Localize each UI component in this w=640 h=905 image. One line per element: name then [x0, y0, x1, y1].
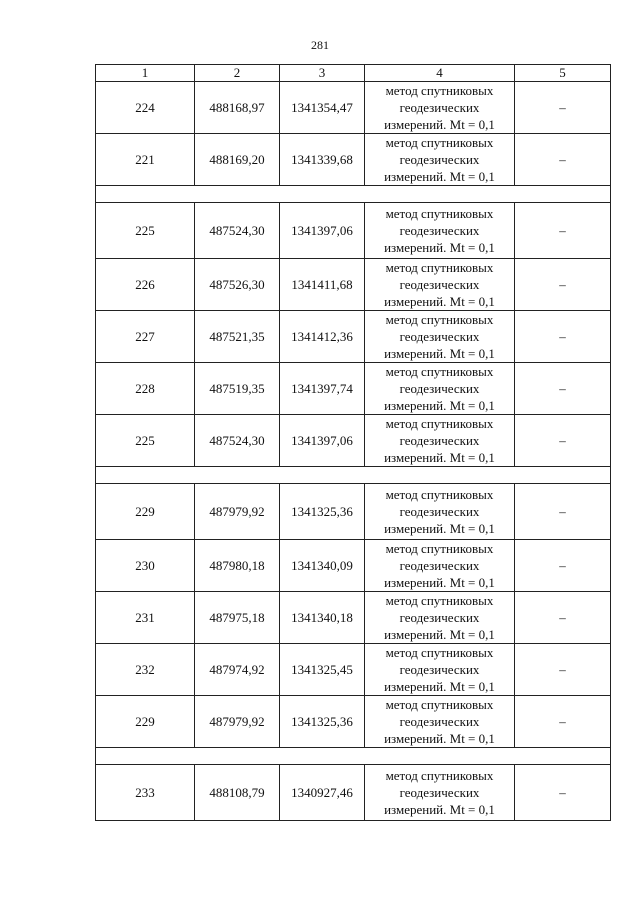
y-coordinate-cell: 1341412,36 — [280, 311, 365, 363]
x-coordinate-cell: 487980,18 — [195, 540, 280, 592]
x-coordinate-cell: 487526,30 — [195, 259, 280, 311]
coordinates-table — [95, 64, 611, 821]
table-row — [96, 644, 611, 696]
header-col-5: 5 — [515, 65, 611, 82]
method-cell: метод спутниковых геодезических измерений. Mt = 0,1 — [365, 592, 515, 644]
y-coordinate-cell: 1341325,36 — [280, 696, 365, 748]
y-coordinate-cell: 1341397,06 — [280, 203, 365, 259]
table-row — [96, 203, 611, 259]
x-coordinate-cell: 488169,20 — [195, 134, 280, 186]
x-coordinate-cell: 488108,79 — [195, 765, 280, 821]
dash-cell: – — [515, 311, 611, 363]
method-cell: метод спутниковых геодезических измерений. Mt = 0,1 — [365, 696, 515, 748]
method-cell: метод спутниковых геодезических измерений. Mt = 0,1 — [365, 259, 515, 311]
y-coordinate-cell: 1341325,45 — [280, 644, 365, 696]
dash-cell: – — [515, 203, 611, 259]
y-coordinate-cell: 1341340,09 — [280, 540, 365, 592]
method-cell: метод спутниковых геодезических измерений. Mt = 0,1 — [365, 540, 515, 592]
group-separator-row — [96, 467, 611, 484]
header-col-3: 3 — [280, 65, 365, 82]
method-cell: метод спутниковых геодезических измерений. Mt = 0,1 — [365, 203, 515, 259]
point-cell: 229 — [96, 696, 195, 748]
point-cell: 228 — [96, 363, 195, 415]
y-coordinate-cell: 1341354,47 — [280, 82, 365, 134]
separator-cell — [96, 748, 611, 765]
table-row — [96, 765, 611, 821]
table-row — [96, 363, 611, 415]
x-coordinate-cell: 487521,35 — [195, 311, 280, 363]
point-cell: 231 — [96, 592, 195, 644]
point-cell: 232 — [96, 644, 195, 696]
y-coordinate-cell: 1341325,36 — [280, 484, 365, 540]
dash-cell: – — [515, 259, 611, 311]
y-coordinate-cell: 1341339,68 — [280, 134, 365, 186]
group-separator-row — [96, 748, 611, 765]
dash-cell: – — [515, 134, 611, 186]
header-col-2: 2 — [195, 65, 280, 82]
method-cell: метод спутниковых геодезических измерений. Mt = 0,1 — [365, 765, 515, 821]
table-row — [96, 696, 611, 748]
dash-cell: – — [515, 415, 611, 467]
separator-cell — [96, 186, 611, 203]
table-row — [96, 484, 611, 540]
method-cell: метод спутниковых геодезических измерений. Mt = 0,1 — [365, 484, 515, 540]
point-cell: 226 — [96, 259, 195, 311]
dash-cell: – — [515, 363, 611, 415]
method-cell: метод спутниковых геодезических измерений. Mt = 0,1 — [365, 363, 515, 415]
table-row — [96, 415, 611, 467]
point-cell: 224 — [96, 82, 195, 134]
dash-cell: – — [515, 592, 611, 644]
point-cell: 221 — [96, 134, 195, 186]
y-coordinate-cell: 1341411,68 — [280, 259, 365, 311]
point-cell: 227 — [96, 311, 195, 363]
method-cell: метод спутниковых геодезических измерений. Mt = 0,1 — [365, 311, 515, 363]
table-row — [96, 134, 611, 186]
method-cell: метод спутниковых геодезических измерений. Mt = 0,1 — [365, 134, 515, 186]
dash-cell: – — [515, 82, 611, 134]
point-cell: 230 — [96, 540, 195, 592]
table-row — [96, 540, 611, 592]
separator-cell — [96, 467, 611, 484]
point-cell: 233 — [96, 765, 195, 821]
point-cell: 229 — [96, 484, 195, 540]
x-coordinate-cell: 487524,30 — [195, 203, 280, 259]
point-cell: 225 — [96, 203, 195, 259]
dash-cell: – — [515, 765, 611, 821]
dash-cell: – — [515, 484, 611, 540]
dash-cell: – — [515, 644, 611, 696]
method-cell: метод спутниковых геодезических измерений. Mt = 0,1 — [365, 644, 515, 696]
x-coordinate-cell: 487524,30 — [195, 415, 280, 467]
header-col-1: 1 — [96, 65, 195, 82]
x-coordinate-cell: 488168,97 — [195, 82, 280, 134]
table-body — [96, 82, 611, 821]
group-separator-row — [96, 186, 611, 203]
method-cell: метод спутниковых геодезических измерений. Mt = 0,1 — [365, 82, 515, 134]
table-row — [96, 311, 611, 363]
dash-cell: – — [515, 540, 611, 592]
x-coordinate-cell: 487979,92 — [195, 484, 280, 540]
x-coordinate-cell: 487974,92 — [195, 644, 280, 696]
method-cell: метод спутниковых геодезических измерений. Mt = 0,1 — [365, 415, 515, 467]
y-coordinate-cell: 1341397,74 — [280, 363, 365, 415]
table-row — [96, 592, 611, 644]
table-row — [96, 259, 611, 311]
dash-cell: – — [515, 696, 611, 748]
table-row — [96, 82, 611, 134]
y-coordinate-cell: 1341340,18 — [280, 592, 365, 644]
header-col-4: 4 — [365, 65, 515, 82]
header-row — [96, 65, 611, 82]
y-coordinate-cell: 1341397,06 — [280, 415, 365, 467]
x-coordinate-cell: 487979,92 — [195, 696, 280, 748]
x-coordinate-cell: 487519,35 — [195, 363, 280, 415]
y-coordinate-cell: 1340927,46 — [280, 765, 365, 821]
point-cell: 225 — [96, 415, 195, 467]
page-number: 281 — [311, 38, 329, 52]
x-coordinate-cell: 487975,18 — [195, 592, 280, 644]
